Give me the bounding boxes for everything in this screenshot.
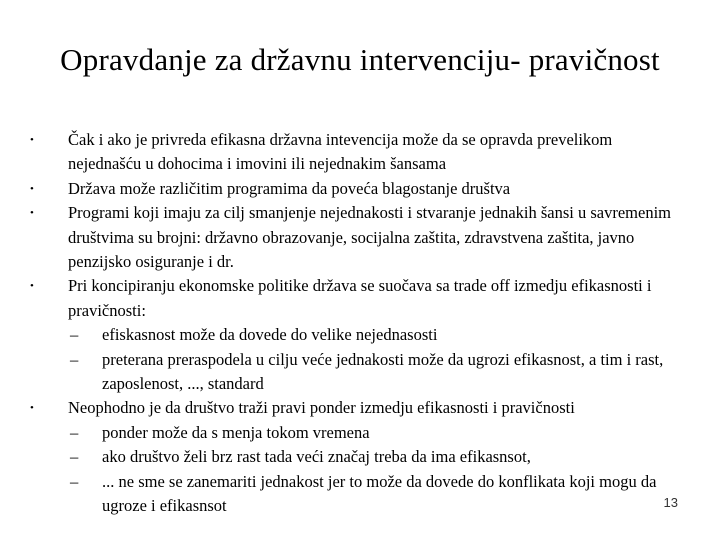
dash-icon: –	[70, 471, 79, 491]
bullet-text: Pri koncipiranju ekonomske politike država se suočava sa trade off izmedju efikasnosti i pravičnosti:	[68, 276, 652, 320]
bullet-icon: •	[30, 134, 34, 146]
sub-item	[30, 445, 680, 469]
dash-icon: –	[70, 422, 79, 442]
sub-item-text: preterana preraspodela u cilju veće jednakosti može da ugrozi efikasnost, a tim i rast, zaposlenost, ..., standard	[102, 349, 664, 394]
bullet-text: Čak i ako je privreda efikasna državna intevencija može da se opravda prevelikom nejednašću u dohocima i imovini ili nejednakim šansama	[68, 130, 613, 174]
sub-item	[30, 470, 680, 519]
page-number: 13	[663, 495, 678, 510]
sub-item-text: efiskasnost može da dovede do velike nejednasosti	[102, 325, 438, 345]
sub-item-text: ponder može da s menja tokom vremena	[102, 422, 370, 442]
bullet-icon: •	[30, 207, 34, 220]
bullet-item	[30, 177, 680, 201]
bullet-item	[30, 396, 680, 420]
sub-item-text: ... ne sme se zanemariti jednakost jer to može da dovede do konflikata koji mogu da ugroze i efikasnsot	[102, 471, 657, 516]
sub-item	[30, 348, 680, 397]
sub-item-text: ako društvo želi brz rast tada veći značaj treba da ima efikasnsot,	[102, 447, 531, 467]
dash-icon: –	[70, 349, 79, 369]
sub-item	[30, 323, 680, 347]
bullet-item	[30, 128, 680, 177]
dash-icon: –	[70, 325, 79, 345]
bullet-text: Programi koji imaju za cilj smanjenje nejednakosti i stvaranje jednakih šansi u savremenim društvima su brojni: državno obrazovanje, socijalna zaštita, zdravstvena zaštita, javno penzijsko osiguranje i dr.	[68, 203, 672, 272]
bullet-icon: •	[30, 182, 34, 195]
bullet-icon: •	[30, 280, 34, 293]
bullet-item	[30, 274, 680, 323]
bullet-text: Neophodno je da društvo traži pravi ponder izmedju efikasnosti i pravičnosti	[68, 398, 575, 418]
bullet-list	[30, 128, 680, 519]
dash-icon: –	[70, 447, 79, 467]
bullet-icon: •	[30, 402, 34, 415]
slide-title: Opravdanje za državnu intervenciju- pravičnost	[60, 42, 660, 77]
bullet-text: Država može različitim programima da poveća blagostanje društva	[68, 178, 511, 198]
bullet-item	[30, 201, 680, 274]
sub-item	[30, 421, 680, 445]
